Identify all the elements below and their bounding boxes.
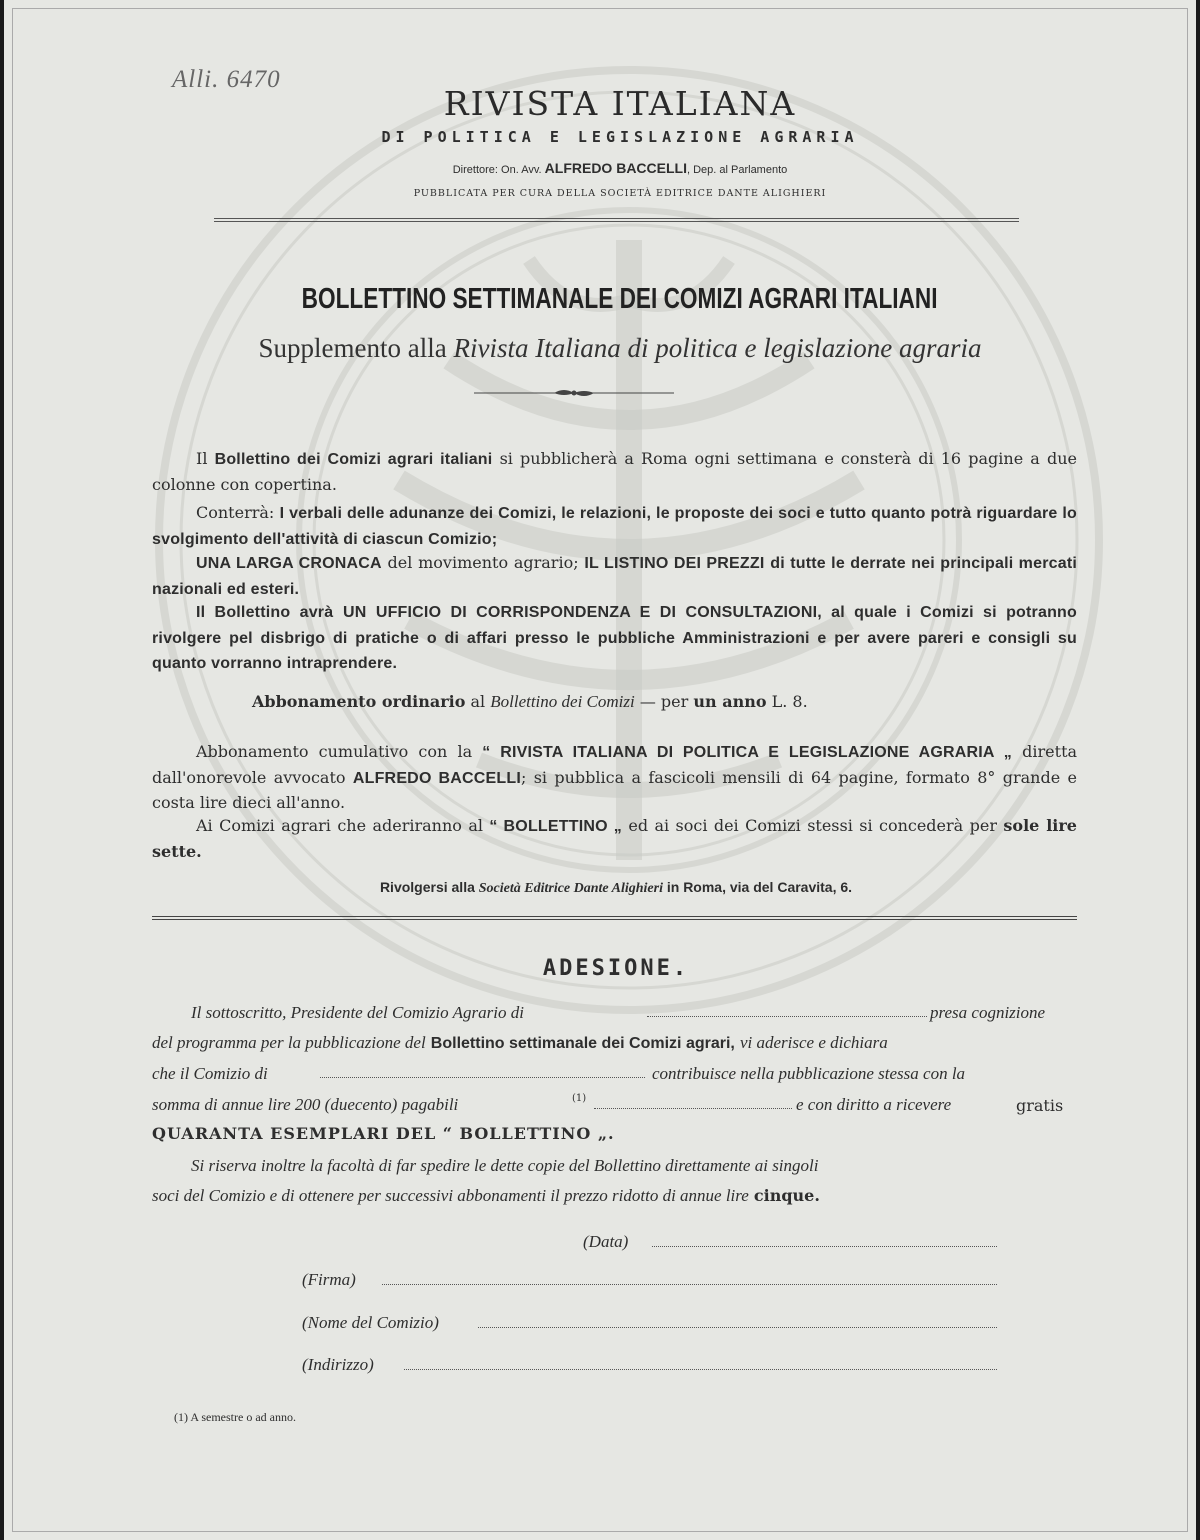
contact-post: in Roma, via del Caravita, 6. <box>666 879 853 895</box>
footnote-marker: (1) <box>572 1093 587 1104</box>
ai-mid: ed ai soci dei Comizi stessi si concederà per <box>628 816 997 835</box>
p3-mid: del movimento agrario; <box>387 553 579 572</box>
contact-italic: Società Editrice Dante Alighieri <box>478 881 663 896</box>
sub-price: L. 8. <box>771 692 808 711</box>
l7-a: soci del Comizio e di ottenere per successivi abbonamenti il prezzo ridotto di annue lire <box>152 1186 749 1205</box>
document-page <box>4 0 1196 1540</box>
cum-pre: Abbonamento cumulativo con la <box>196 742 473 761</box>
adesione-line1-b: presa cognizione <box>930 1003 1046 1022</box>
payment-field[interactable] <box>594 1108 792 1109</box>
p1-post: si pubblicherà a Roma ogni settimana e consterà di 16 pagine a due colonne con copertina. <box>152 449 1077 494</box>
cum-name: ALFREDO BACCELLI <box>352 769 521 787</box>
body-rule <box>152 916 1077 920</box>
director-prefix: Direttore: On. Avv. <box>452 164 542 176</box>
adesione-line3-b: contribuisce nella pubblicazione stessa con la <box>652 1064 966 1083</box>
adesione-line2 <box>152 1033 888 1053</box>
director-name: ALFREDO BACCELLI <box>544 160 687 176</box>
journal-title: RIVISTA ITALIANA <box>443 84 797 123</box>
p1-pre: Il <box>196 449 208 468</box>
comizio-name-label: (Nome del Comizio) <box>302 1313 439 1332</box>
adesione-line6: Si riserva inoltre la facoltà di far spedire le dette copie del Bollettino direttamente ai singoli <box>191 1156 819 1175</box>
p1-bold: Bollettino dei Comizi agrari italiani <box>214 451 493 468</box>
l2-b: vi aderisce e dichiara <box>739 1033 888 1052</box>
cum-mid: diretta dall'onorevole avvocato <box>152 742 1078 787</box>
paragraph-members <box>152 814 1077 864</box>
p4-bold-pre: Il Bollettino avrà <box>196 604 334 621</box>
sub-bold2: un anno <box>693 692 767 711</box>
signature-label: (Firma) <box>302 1270 356 1289</box>
cum-bold: “ RIVISTA ITALIANA DI POLITICA E LEGISLAZIONE AGRARIA „ <box>482 744 1012 761</box>
contact-pre: Rivolgersi alla <box>379 879 475 895</box>
l2-bold: Bollettino settimanale dei Comizi agrari, <box>430 1035 735 1052</box>
sub-al: al <box>470 692 486 711</box>
adesione-line1-a: Il sottoscritto, Presidente del Comizio Agrario di <box>191 1003 524 1022</box>
signature-field[interactable] <box>382 1284 997 1285</box>
supplement-italic: Rivista Italiana di politica e legislazione agraria <box>453 333 982 363</box>
paragraph-contents <box>152 501 1077 552</box>
supplement-line <box>4 333 1196 364</box>
l2-a: del programma per la pubblicazione del <box>152 1033 426 1052</box>
publisher-line: PUBBLICATA PER CURA DELLA SOCIETÀ EDITRICE DANTE ALIGHIERI <box>413 188 827 199</box>
sub-bold: Abbonamento ordinario <box>252 692 466 711</box>
paragraph-publication <box>152 447 1077 497</box>
adesione-line4-c: gratis <box>1016 1096 1064 1115</box>
supplement-prefix: Supplemento alla <box>258 333 447 363</box>
journal-subtitle: DI POLITICA E LEGISLAZIONE AGRARIA <box>381 128 859 146</box>
paragraph-office <box>152 600 1077 677</box>
contact-line <box>4 879 1196 897</box>
p4-post: , al quale i Comizi si potranno rivolgere pel disbrigo di pratiche o di affari presso le pubbliche Amministrazioni e per avere pareri e consigli su quanto vorranno intraprendere. <box>152 604 1077 672</box>
handwritten-catalog-mark: Alli. 6470 <box>172 66 281 93</box>
address-field[interactable] <box>404 1369 997 1370</box>
adesione-line5: QUARANTA ESEMPLARI DEL “ BOLLETTINO „. <box>152 1124 615 1143</box>
date-field[interactable] <box>652 1246 997 1247</box>
l7-bold: cinque. <box>753 1186 820 1205</box>
header-rule <box>214 218 1019 222</box>
bulletin-title-text: BOLLETTINO SETTIMANALE DEI COMIZI AGRARI ITALIANI <box>302 283 938 315</box>
date-label: (Data) <box>583 1232 629 1251</box>
p2-pre: Conterrà: <box>196 503 275 522</box>
footnote: (1) A semestre o ad anno. <box>174 1410 296 1424</box>
ai-pre: Ai Comizi agrari che aderiranno al <box>196 816 483 835</box>
ai-bold: “ BOLLETTINO „ <box>489 818 622 835</box>
paragraph-chronicle <box>152 551 1077 602</box>
comizio-field[interactable] <box>320 1077 645 1078</box>
p3-post: di tutte le derrate nei principali mercati nazionali ed esteri. <box>152 555 1077 598</box>
cum-post: ; si pubblica a fascicoli mensili di 64 pagine, formato 8° grande e costa lire dieci all'anno. <box>152 767 1077 812</box>
ornament-divider <box>474 386 674 400</box>
sub-dash: — per <box>639 692 689 711</box>
p3-bold1: UNA LARGA CRONACA <box>196 555 382 572</box>
ai-bold2: sole lire sette. <box>152 816 1077 861</box>
p3-bold2: IL LISTINO DEI PREZZI <box>584 555 765 572</box>
adesione-line4-a: somma di annue lire 200 (duecento) pagabili <box>152 1095 459 1114</box>
subscription-ordinary <box>252 692 808 712</box>
comizio-name-field[interactable] <box>478 1327 997 1328</box>
bulletin-title <box>4 281 1196 316</box>
adesione-line3-a: che il Comizio di <box>152 1064 268 1083</box>
director-line <box>4 160 1196 176</box>
comizio-agrario-field[interactable] <box>647 1016 927 1017</box>
p4-bold-caps: UN UFFICIO DI CORRISPONDENZA E DI CONSULTAZIONI <box>343 604 818 621</box>
sub-italic: Bollettino dei Comizi <box>490 692 635 711</box>
adesione-heading: ADESIONE. <box>542 956 690 981</box>
paragraph-cumulative <box>152 740 1077 816</box>
address-label: (Indirizzo) <box>302 1355 374 1374</box>
adesione-line7 <box>152 1186 820 1206</box>
director-suffix: , Dep. al Parlamento <box>686 164 788 176</box>
p2-bold: I verbali delle adunanze dei Comizi, le relazioni, le proposte dei soci e tutto quanto potrà riguardare lo svolgimento dell'attività di ciascun Comizio; <box>152 505 1077 548</box>
adesione-line4-b: e con diritto a ricevere <box>796 1095 952 1114</box>
